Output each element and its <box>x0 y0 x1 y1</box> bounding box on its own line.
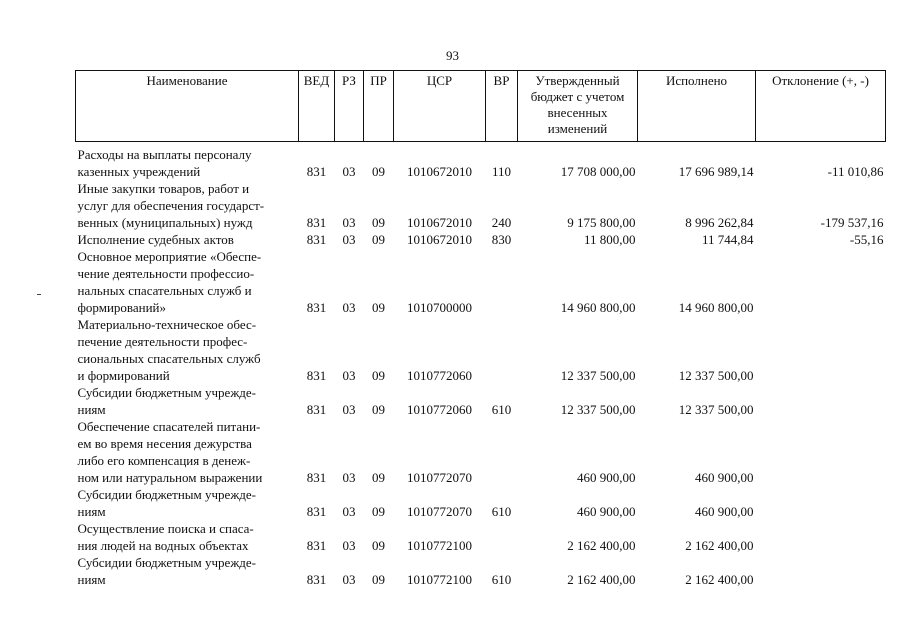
table-row <box>76 554 886 588</box>
table-row <box>76 384 886 418</box>
cell-name-line: либо его компенсация в денеж- <box>77 453 251 468</box>
cell-name <box>76 418 299 486</box>
cell-deviation <box>756 520 886 554</box>
cell-name-line: Материально-техническое обес- <box>77 317 257 332</box>
header-pr: ПР <box>364 71 394 142</box>
table-row <box>76 418 886 486</box>
cell-name-line: чение деятельности профессио- <box>77 266 255 281</box>
cell-vr <box>486 418 518 486</box>
cell-executed: 11 744,84 <box>701 232 754 247</box>
cell-ved: 831 <box>306 538 327 553</box>
table-row <box>76 316 886 384</box>
cell-csr: 1010700000 <box>407 300 472 315</box>
header-csr: ЦСР <box>394 71 486 142</box>
cell-csr: 1010672010 <box>407 215 472 230</box>
table-row <box>76 180 886 231</box>
cell-executed: 2 162 400,00 <box>685 538 754 553</box>
table-row <box>76 520 886 554</box>
table-row <box>76 486 886 520</box>
cell-approved-budget: 460 900,00 <box>577 504 636 519</box>
cell-pr: 09 <box>372 538 385 553</box>
cell-approved-budget: 12 337 500,00 <box>560 402 636 417</box>
cell-csr: 1010772060 <box>407 402 472 417</box>
cell-approved-budget: 12 337 500,00 <box>560 368 636 383</box>
cell-name-line: Исполнение судебных актов <box>77 232 234 247</box>
cell-deviation: -55,16 <box>849 232 884 247</box>
cell-name <box>76 142 299 181</box>
cell-name <box>76 486 299 520</box>
cell-rz: 03 <box>342 538 356 553</box>
cell-vr: 110 <box>491 164 512 179</box>
table-row <box>76 142 886 181</box>
cell-rz: 03 <box>342 572 356 587</box>
cell-name <box>76 248 299 316</box>
cell-name-line: Осуществление поиска и спаса- <box>77 521 254 536</box>
cell-name <box>76 231 299 248</box>
cell-vr <box>486 316 518 384</box>
cell-vr: 610 <box>491 572 512 587</box>
cell-name-line: и формирований <box>77 368 170 383</box>
page-number: 93 <box>446 48 459 63</box>
cell-approved-budget: 9 175 800,00 <box>567 215 636 230</box>
cell-vr: 830 <box>491 232 512 247</box>
cell-pr: 09 <box>372 215 385 230</box>
cell-rz: 03 <box>342 215 356 230</box>
cell-deviation <box>756 486 886 520</box>
cell-deviation: -179 537,16 <box>820 215 884 230</box>
header-name: Наименование <box>76 71 299 142</box>
cell-name-line: ниям <box>77 504 106 519</box>
cell-executed: 17 696 989,14 <box>678 164 754 179</box>
cell-name-line: Основное мероприятие «Обеспе- <box>77 249 262 264</box>
cell-name-line: ном или натуральном выражении <box>77 470 263 485</box>
cell-pr: 09 <box>372 232 385 247</box>
cell-deviation <box>756 248 886 316</box>
cell-csr: 1010772100 <box>407 538 472 553</box>
header-vr: ВР <box>486 71 518 142</box>
cell-ved: 831 <box>306 368 327 383</box>
cell-name-line: венных (муниципальных) нужд <box>77 215 253 230</box>
cell-csr: 1010672010 <box>407 232 472 247</box>
cell-name-line: нальных спасательных служб и <box>77 283 252 298</box>
cell-name-line: услуг для обеспечения государст- <box>77 198 265 213</box>
cell-csr: 1010672010 <box>407 164 472 179</box>
cell-csr: 1010772100 <box>407 572 472 587</box>
cell-pr: 09 <box>372 368 385 383</box>
cell-vr <box>486 248 518 316</box>
cell-pr: 09 <box>372 470 385 485</box>
cell-executed: 8 996 262,84 <box>685 215 754 230</box>
cell-ved: 831 <box>306 164 327 179</box>
margin-mark <box>37 294 41 295</box>
cell-ved: 831 <box>306 402 327 417</box>
cell-vr: 240 <box>491 215 512 230</box>
cell-name-line: казенных учреждений <box>77 164 201 179</box>
cell-name-line: Субсидии бюджетным учрежде- <box>77 487 257 502</box>
table-body <box>76 142 886 589</box>
cell-name-line: ния людей на водных объектах <box>77 538 249 553</box>
cell-executed: 12 337 500,00 <box>678 402 754 417</box>
cell-executed: 2 162 400,00 <box>685 572 754 587</box>
cell-approved-budget: 14 960 800,00 <box>560 300 636 315</box>
cell-executed: 460 900,00 <box>695 470 754 485</box>
cell-deviation <box>756 418 886 486</box>
cell-name-line: Обеспечение спасателей питани- <box>77 419 261 434</box>
cell-deviation <box>756 554 886 588</box>
cell-deviation: -11 010,86 <box>827 164 884 179</box>
cell-rz: 03 <box>342 402 356 417</box>
cell-name-line: ем во время несения дежурства <box>77 436 252 451</box>
cell-ved: 831 <box>306 300 327 315</box>
cell-rz: 03 <box>342 164 356 179</box>
cell-vr <box>486 520 518 554</box>
cell-approved-budget: 460 900,00 <box>577 470 636 485</box>
table-row <box>76 231 886 248</box>
cell-executed: 12 337 500,00 <box>678 368 754 383</box>
cell-name-line: Субсидии бюджетным учрежде- <box>77 385 257 400</box>
table-row <box>76 248 886 316</box>
cell-rz: 03 <box>342 504 356 519</box>
cell-executed: 14 960 800,00 <box>678 300 754 315</box>
cell-pr: 09 <box>372 402 385 417</box>
header-executed: Исполнено <box>638 71 756 142</box>
cell-ved: 831 <box>306 470 327 485</box>
cell-csr: 1010772070 <box>407 504 472 519</box>
table-header <box>76 71 886 142</box>
cell-ved: 831 <box>306 504 327 519</box>
cell-pr: 09 <box>372 504 385 519</box>
cell-name-line: формирований» <box>77 300 167 315</box>
cell-deviation <box>756 316 886 384</box>
cell-pr: 09 <box>372 572 385 587</box>
cell-rz: 03 <box>342 470 356 485</box>
cell-name-line: ниям <box>77 572 106 587</box>
cell-approved-budget: 17 708 000,00 <box>560 164 636 179</box>
cell-approved-budget: 2 162 400,00 <box>567 572 636 587</box>
cell-approved-budget: 2 162 400,00 <box>567 538 636 553</box>
cell-name <box>76 316 299 384</box>
cell-rz: 03 <box>342 232 356 247</box>
cell-name-line: Расходы на выплаты персоналу <box>77 147 252 162</box>
cell-name <box>76 554 299 588</box>
cell-name <box>76 180 299 231</box>
header-rz: РЗ <box>335 71 364 142</box>
cell-name-line: сиональных спасательных служб <box>77 351 261 366</box>
cell-rz: 03 <box>342 300 356 315</box>
cell-pr: 09 <box>372 164 385 179</box>
cell-name-line: Субсидии бюджетным учрежде- <box>77 555 257 570</box>
cell-rz: 03 <box>342 368 356 383</box>
cell-executed: 460 900,00 <box>695 504 754 519</box>
cell-name-line: ниям <box>77 402 106 417</box>
header-ved: ВЕД <box>299 71 335 142</box>
cell-csr: 1010772060 <box>407 368 472 383</box>
cell-ved: 831 <box>306 215 327 230</box>
header-approved-budget: Утвержденный бюджет с учетом внесенных изменений <box>518 71 638 142</box>
cell-approved-budget: 11 800,00 <box>583 232 636 247</box>
cell-name <box>76 520 299 554</box>
cell-vr: 610 <box>491 504 512 519</box>
cell-pr: 09 <box>372 300 385 315</box>
cell-name-line: Иные закупки товаров, работ и <box>77 181 250 196</box>
cell-vr: 610 <box>491 402 512 417</box>
budget-execution-table <box>75 70 886 588</box>
cell-ved: 831 <box>306 232 327 247</box>
cell-csr: 1010772070 <box>407 470 472 485</box>
cell-name-line: печение деятельности профес- <box>77 334 248 349</box>
cell-name <box>76 384 299 418</box>
cell-ved: 831 <box>306 572 327 587</box>
header-deviation: Отклонение (+, -) <box>756 71 886 142</box>
cell-deviation <box>756 384 886 418</box>
